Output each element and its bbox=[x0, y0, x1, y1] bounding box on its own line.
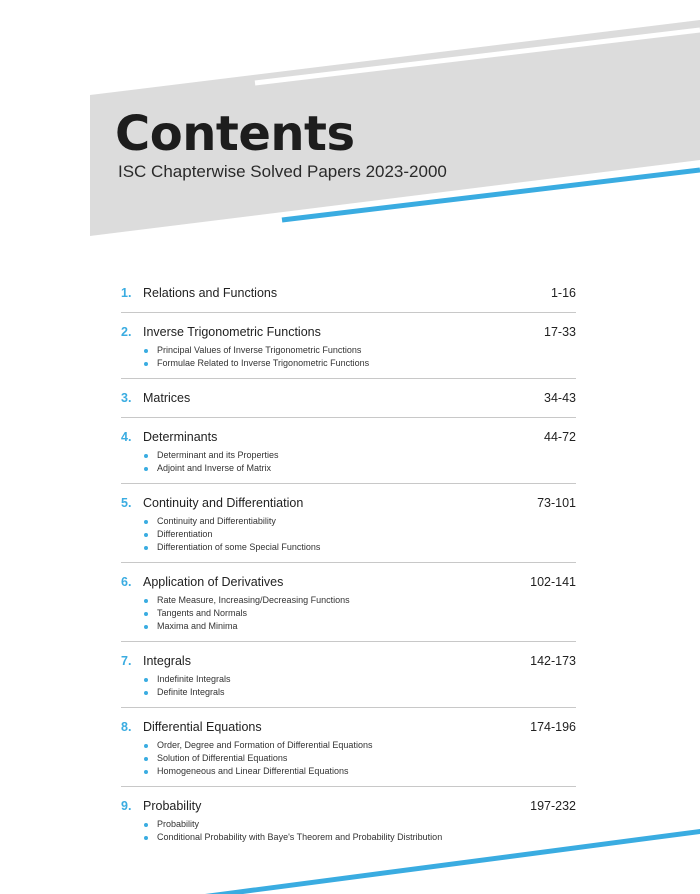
chapter-heading bbox=[121, 286, 576, 304]
chapter-title: Continuity and Differentiation bbox=[143, 496, 304, 510]
topic-item: Determinant and its Properties bbox=[143, 449, 576, 462]
topic-item: Continuity and Differentiability bbox=[143, 515, 576, 528]
topic-item: Conditional Probability with Baye's Theorem and Probability Distribution bbox=[143, 831, 576, 844]
topic-item: Tangents and Normals bbox=[143, 607, 576, 620]
chapter-pages: 34-43 bbox=[544, 391, 576, 405]
toc-chapter bbox=[121, 654, 576, 708]
toc-chapter bbox=[121, 799, 576, 852]
topic-item: Maxima and Minima bbox=[143, 620, 576, 633]
chapter-heading bbox=[121, 575, 576, 593]
topic-list bbox=[143, 449, 576, 475]
topic-item: Rate Measure, Increasing/Decreasing Functions bbox=[143, 594, 576, 607]
topic-list bbox=[143, 673, 576, 699]
chapter-number: 3. bbox=[121, 391, 132, 405]
topic-list bbox=[143, 515, 576, 554]
chapter-title: Determinants bbox=[143, 430, 218, 444]
toc-chapter bbox=[121, 430, 576, 484]
toc-chapter bbox=[121, 496, 576, 563]
chapter-title: Relations and Functions bbox=[143, 286, 278, 300]
chapter-pages: 17-33 bbox=[544, 325, 576, 339]
chapter-number: 7. bbox=[121, 654, 132, 668]
topic-item: Order, Degree and Formation of Differential Equations bbox=[143, 739, 576, 752]
topic-list bbox=[143, 818, 576, 844]
topic-item: Adjoint and Inverse of Matrix bbox=[143, 462, 576, 475]
chapter-heading bbox=[121, 496, 576, 514]
chapter-number: 1. bbox=[121, 286, 132, 300]
topic-item: Definite Integrals bbox=[143, 686, 576, 699]
toc-chapter bbox=[121, 325, 576, 379]
chapter-number: 6. bbox=[121, 575, 132, 589]
chapter-pages: 102-141 bbox=[530, 575, 576, 589]
topic-item: Formulae Related to Inverse Trigonometric Functions bbox=[143, 357, 576, 370]
topic-item: Probability bbox=[143, 818, 576, 831]
chapter-pages: 1-16 bbox=[550, 286, 576, 300]
chapter-pages: 44-72 bbox=[544, 430, 576, 444]
chapter-title: Probability bbox=[143, 799, 202, 813]
chapter-pages: 174-196 bbox=[530, 720, 576, 734]
chapter-title: Matrices bbox=[143, 391, 191, 405]
toc-chapter bbox=[121, 575, 576, 642]
topic-item: Differentiation bbox=[143, 528, 576, 541]
chapter-heading bbox=[121, 325, 576, 343]
chapter-pages: 197-232 bbox=[530, 799, 576, 813]
topic-item: Principal Values of Inverse Trigonometric Functions bbox=[143, 344, 576, 357]
chapter-heading bbox=[121, 654, 576, 672]
topic-item: Indefinite Integrals bbox=[143, 673, 576, 686]
chapter-title: Integrals bbox=[143, 654, 191, 668]
table-of-contents bbox=[121, 286, 576, 864]
chapter-number: 8. bbox=[121, 720, 132, 734]
topic-item: Homogeneous and Linear Differential Equations bbox=[143, 765, 576, 778]
page-subtitle: ISC Chapterwise Solved Papers 2023-2000 bbox=[118, 162, 447, 181]
topic-list bbox=[143, 739, 576, 778]
chapter-number: 2. bbox=[121, 325, 132, 339]
chapter-number: 5. bbox=[121, 496, 132, 510]
toc-chapter bbox=[121, 720, 576, 787]
page-title: Contents bbox=[115, 106, 355, 162]
toc-chapter bbox=[121, 286, 576, 313]
chapter-pages: 73-101 bbox=[537, 496, 576, 510]
chapter-heading bbox=[121, 720, 576, 738]
toc-chapter bbox=[121, 391, 576, 418]
topic-list bbox=[143, 344, 576, 370]
topic-item: Solution of Differential Equations bbox=[143, 752, 576, 765]
chapter-title: Differential Equations bbox=[143, 720, 262, 734]
chapter-heading bbox=[121, 799, 576, 817]
topic-item: Differentiation of some Special Functions bbox=[143, 541, 576, 554]
chapter-heading bbox=[121, 430, 576, 448]
chapter-number: 4. bbox=[121, 430, 132, 444]
chapter-title: Inverse Trigonometric Functions bbox=[143, 325, 321, 339]
chapter-title: Application of Derivatives bbox=[143, 575, 284, 589]
chapter-heading bbox=[121, 391, 576, 409]
chapter-pages: 142-173 bbox=[530, 654, 576, 668]
chapter-number: 9. bbox=[121, 799, 132, 813]
topic-list bbox=[143, 594, 576, 633]
